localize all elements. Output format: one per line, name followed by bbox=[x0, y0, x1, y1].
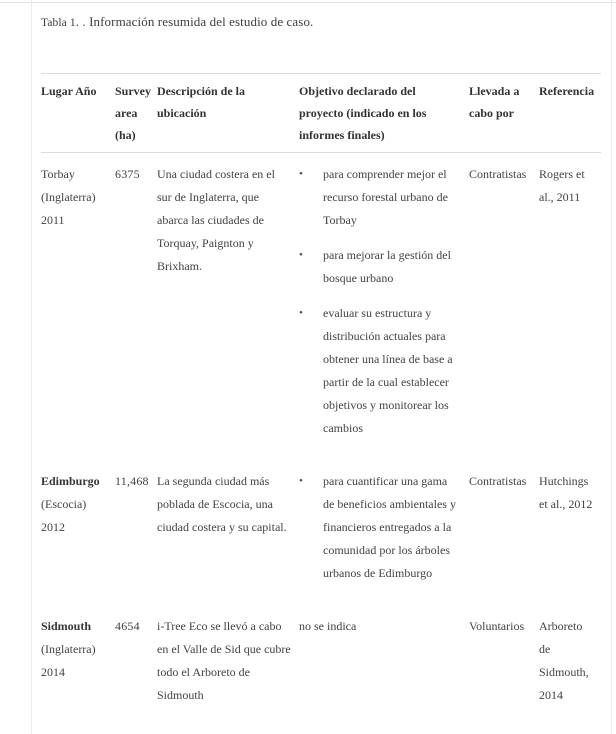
cell-reference: Hutchings et al., 2012 bbox=[539, 474, 593, 511]
objective-text: para mejorar la gestión del bosque urbano bbox=[323, 248, 451, 285]
cell-survey-area: 11,468 bbox=[115, 474, 149, 488]
column-header-objetivo: Objetivo declarado del proyecto (indicado en los informes finales) bbox=[299, 74, 469, 153]
place-name: Sidmouth bbox=[41, 619, 92, 633]
objective-not-indicated: no se indica bbox=[299, 619, 357, 633]
cell-reference: Rogers et al., 2011 bbox=[539, 167, 585, 204]
cell-reference: Arboreto de Sidmouth, 2014 bbox=[539, 619, 589, 702]
cell-objectives bbox=[299, 460, 469, 605]
column-header-llevada-a-cabo: Llevada a cabo por bbox=[469, 74, 539, 153]
cell-survey-area: 6375 bbox=[115, 167, 140, 181]
objective-item bbox=[299, 163, 461, 232]
cell-carried-out-by: Contratistas bbox=[469, 167, 527, 181]
column-header-lugar-ano: Lugar Año bbox=[41, 74, 115, 153]
bullet-icon: • bbox=[299, 307, 303, 319]
column-header-descripcion: Descripción de la ubicación bbox=[157, 74, 299, 153]
cell-description: La segunda ciudad más poblada de Escocia, una ciudad costera y su capital. bbox=[157, 474, 287, 534]
cell-description: Una ciudad costera en el sur de Inglaterra, que abarca las ciudades de Torquay, Paignton y Brixham. bbox=[157, 167, 275, 273]
table-row-torbay bbox=[41, 153, 601, 461]
bullet-icon: • bbox=[299, 168, 303, 180]
case-study-table bbox=[41, 73, 601, 727]
table-caption-text: . . Información resumida del estudio de caso. bbox=[75, 14, 314, 29]
column-header-referencia: Referencia bbox=[539, 74, 601, 153]
cell-description: i-Tree Eco se llevó a cabo en el Valle de Sid que cubre todo el Arboreto de Sidmouth bbox=[157, 619, 291, 702]
table-header-row bbox=[41, 74, 601, 153]
cell-place bbox=[41, 605, 115, 727]
objective-item bbox=[299, 470, 461, 585]
objective-text: evaluar su estructura y distribución actuales para obtener una línea de base a partir de la cual establecer objetivos y monitorear los cambios bbox=[323, 306, 453, 435]
bullet-icon: • bbox=[299, 475, 303, 487]
cell-place bbox=[41, 460, 115, 605]
cell-place bbox=[41, 153, 115, 461]
cell-carried-out-by: Contratistas bbox=[469, 474, 527, 488]
table-caption bbox=[41, 12, 602, 33]
table-row-sidmouth bbox=[41, 605, 601, 727]
place-detail: (Inglaterra) 2014 bbox=[41, 642, 96, 679]
place-name: Torbay bbox=[41, 167, 75, 181]
document-page bbox=[31, 0, 612, 734]
objective-item bbox=[299, 244, 461, 290]
objective-text: para cuantificar una gama de beneficios ambientales y financieros entregados a la comunidad por los árboles urbanos de Edimburgo bbox=[323, 474, 456, 580]
cell-carried-out-by: Voluntarios bbox=[469, 619, 525, 633]
place-detail: (Escocia) 2012 bbox=[41, 497, 87, 534]
cell-objectives bbox=[299, 605, 469, 727]
bullet-icon: • bbox=[299, 249, 303, 261]
cell-survey-area: 4654 bbox=[115, 619, 140, 633]
table-caption-label: Tabla 1 bbox=[41, 17, 76, 29]
place-detail: (Inglaterra) 2011 bbox=[41, 190, 96, 227]
objective-item bbox=[299, 302, 461, 440]
column-header-survey-area: Survey area (ha) bbox=[115, 74, 157, 153]
place-name: Edimburgo bbox=[41, 474, 100, 488]
objective-text: para comprender mejor el recurso forestal urbano de Torbay bbox=[323, 167, 448, 227]
cell-objectives bbox=[299, 153, 469, 461]
table-row-edimburgo bbox=[41, 460, 601, 605]
